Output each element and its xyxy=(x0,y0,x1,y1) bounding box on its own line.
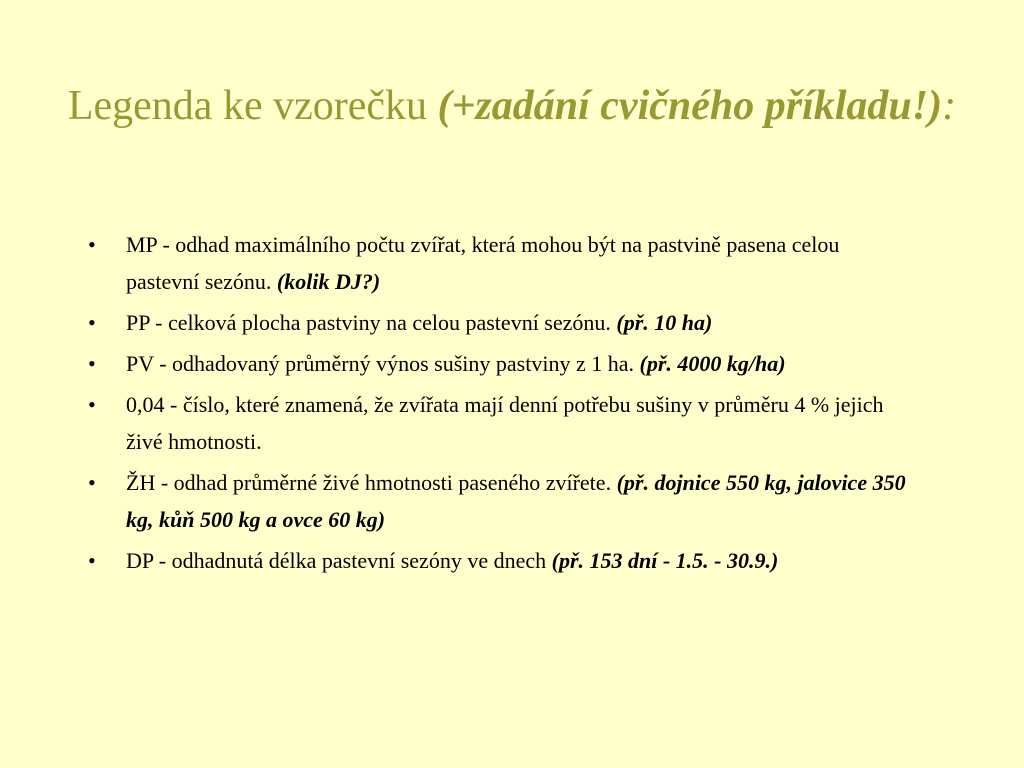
bullet-icon: • xyxy=(88,351,96,376)
list-item xyxy=(86,542,916,579)
legend-list xyxy=(86,226,916,583)
bullet-icon: • xyxy=(88,470,96,495)
bullet-icon: • xyxy=(88,392,96,417)
item-note: (př. 4000 kg/ha) xyxy=(639,351,786,376)
bullet-icon: • xyxy=(88,548,96,573)
item-text: 0,04 - číslo, které znamená, že zvířata mají denní potřebu sušiny v průměru 4 % jejich živé hmotnosti. xyxy=(126,392,884,454)
list-item xyxy=(86,226,916,300)
item-text: MP - odhad maximálního počtu zvířat, která mohou být na pastvině pasena celou pastevní sezónu. xyxy=(126,232,840,294)
title-main: Legenda ke vzorečku xyxy=(67,83,438,129)
item-note: (př. 153 dní - 1.5. - 30.9.) xyxy=(551,548,779,573)
item-text: PP - celková plocha pastviny na celou pastevní sezónu. xyxy=(126,310,617,335)
item-text: ŽH - odhad průměrné živé hmotnosti paseného zvířete. xyxy=(126,470,617,495)
item-text: PV - odhadovaný průměrný výnos sušiny pastviny z 1 ha. xyxy=(126,351,640,376)
item-note: (kolik DJ?) xyxy=(276,269,381,294)
list-item xyxy=(86,304,916,341)
title-emphasis: (+zadání cvičného příkladu!) xyxy=(437,83,943,129)
list-item xyxy=(86,464,916,538)
item-note: (př. 10 ha) xyxy=(616,310,713,335)
bullet-icon: • xyxy=(88,232,96,257)
list-item xyxy=(86,345,916,382)
slide-title xyxy=(60,78,964,134)
item-note: (př. dojnice 550 kg, jalovice 350 kg, kůň 500 kg a ovce 60 kg) xyxy=(126,470,906,532)
bullet-icon: • xyxy=(88,310,96,335)
title-colon: : xyxy=(942,83,957,129)
item-text: DP - odhadnutá délka pastevní sezóny ve dnech xyxy=(126,548,552,573)
list-item xyxy=(86,386,916,460)
